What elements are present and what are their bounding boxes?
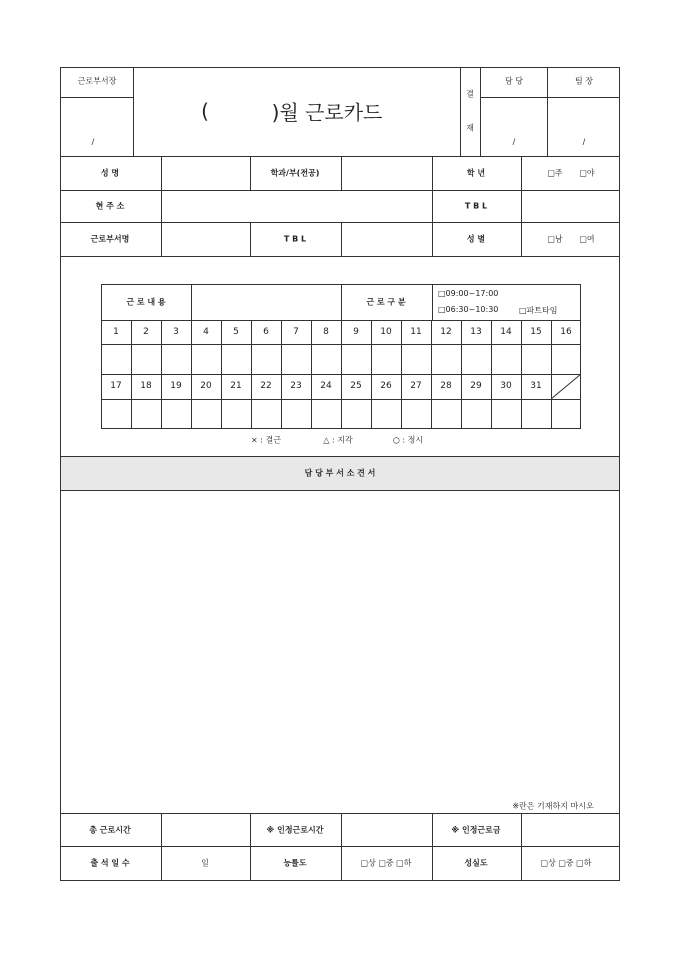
- opinion-textarea[interactable]: [61, 491, 619, 812]
- total-hours-label: 총 근로시간: [89, 825, 131, 835]
- manager-label: 담 당: [505, 76, 523, 86]
- night-checkbox[interactable]: □야: [579, 168, 595, 178]
- slash: /: [582, 137, 586, 147]
- divider: [480, 97, 620, 98]
- day-number: 12: [440, 327, 452, 337]
- day-number: 28: [440, 381, 452, 391]
- divider: [432, 813, 433, 881]
- day-number: 23: [290, 381, 302, 391]
- approved-hours-label: ※ 인정근로시간: [266, 825, 324, 835]
- divider: [460, 67, 461, 156]
- day-number: 21: [230, 381, 242, 391]
- part-time-checkbox[interactable]: □파트타임: [519, 306, 558, 315]
- divider: [250, 813, 251, 881]
- divider: [341, 222, 342, 256]
- divider: [60, 256, 620, 257]
- divider: [341, 156, 342, 190]
- shift-checkbox-2[interactable]: □06:30~10:30: [438, 305, 499, 314]
- divider: [250, 156, 251, 190]
- work-type-label: 근 로 구 분: [366, 297, 406, 307]
- name-label: 성 명: [100, 168, 120, 178]
- day-number: 7: [293, 327, 299, 337]
- divider: [133, 67, 134, 156]
- divider: [432, 284, 433, 320]
- address-label: 현 주 소: [95, 201, 125, 211]
- divider: [341, 813, 342, 881]
- note-text: ※란은 기재하지 마시오: [512, 801, 594, 811]
- shift-checkbox-1[interactable]: □09:00~17:00: [438, 289, 499, 298]
- divider: [250, 222, 251, 256]
- day-number: 25: [350, 381, 362, 391]
- approval-label: 재: [466, 123, 474, 133]
- day-unit: 일: [201, 858, 209, 868]
- divider: [60, 222, 620, 223]
- empty-cell-slash: [551, 374, 581, 399]
- day-number: 4: [203, 327, 209, 337]
- page-title: )월 근로카드: [271, 100, 383, 125]
- dept-major-label: 학과/부(전공): [270, 168, 320, 178]
- day-number: 2: [143, 327, 149, 337]
- dept-head-label: 근로부서장: [77, 76, 117, 86]
- title-paren: (: [201, 99, 209, 123]
- day-number: 3: [173, 327, 179, 337]
- day-number: 26: [380, 381, 392, 391]
- divider: [191, 284, 192, 320]
- gender-label: 성 별: [466, 234, 486, 244]
- day-number: 14: [500, 327, 512, 337]
- day-number: 1: [113, 327, 119, 337]
- work-content-label: 근 로 내 용: [126, 297, 166, 307]
- day-number: 22: [260, 381, 272, 391]
- day-number: 6: [263, 327, 269, 337]
- opinion-title: 담 당 부 서 소 견 서: [304, 468, 376, 478]
- day-number: 10: [380, 327, 392, 337]
- tel-label: T B L: [283, 234, 307, 244]
- female-checkbox[interactable]: □여: [579, 234, 595, 244]
- day-number: 8: [323, 327, 329, 337]
- divider: [521, 813, 522, 881]
- sincerity-checkboxes[interactable]: □상 □중 □하: [540, 858, 592, 868]
- legend-absent: × : 결근: [251, 435, 281, 445]
- divider: [161, 156, 162, 256]
- divider: [161, 813, 162, 881]
- day-checkbox[interactable]: □주: [547, 168, 563, 178]
- day-number: 18: [140, 381, 152, 391]
- attendance-label: 출 석 일 수: [90, 858, 130, 868]
- day-number: 30: [500, 381, 512, 391]
- divider: [341, 284, 342, 320]
- sincerity-label: 성실도: [464, 858, 488, 868]
- approval-label: 결: [466, 89, 474, 99]
- ability-label: 능률도: [283, 858, 307, 868]
- divider: [60, 97, 133, 98]
- ability-checkboxes[interactable]: □상 □중 □하: [360, 858, 412, 868]
- divider: [60, 190, 620, 191]
- divider: [521, 156, 522, 256]
- day-number: 19: [170, 381, 182, 391]
- divider: [432, 156, 433, 256]
- day-number: 24: [320, 381, 332, 391]
- day-number: 9: [353, 327, 359, 337]
- legend-late: △ : 지각: [323, 435, 353, 445]
- male-checkbox[interactable]: □남: [547, 234, 563, 244]
- day-number: 5: [233, 327, 239, 337]
- legend-ontime: ○ : 정시: [392, 435, 424, 445]
- day-number: 27: [410, 381, 422, 391]
- work-dept-label: 근로부서명: [90, 234, 130, 244]
- day-number: 11: [410, 327, 422, 337]
- day-number: 20: [200, 381, 212, 391]
- day-number: 17: [110, 381, 122, 391]
- tel-label: T B L: [464, 201, 488, 211]
- slash: /: [91, 137, 95, 147]
- day-number: 31: [530, 381, 542, 391]
- team-lead-label: 팀 장: [575, 76, 593, 86]
- slash: /: [512, 137, 516, 147]
- day-number: 13: [470, 327, 482, 337]
- day-number: 29: [470, 381, 482, 391]
- divider: [60, 156, 620, 157]
- divider: [60, 813, 620, 814]
- divider: [480, 67, 481, 156]
- approved-pay-label: ※ 인정근로금: [451, 825, 501, 835]
- divider: [547, 67, 548, 156]
- day-number: 16: [560, 327, 572, 337]
- day-number: 15: [530, 327, 542, 337]
- grade-label: 학 년: [466, 168, 486, 178]
- divider: [60, 846, 620, 847]
